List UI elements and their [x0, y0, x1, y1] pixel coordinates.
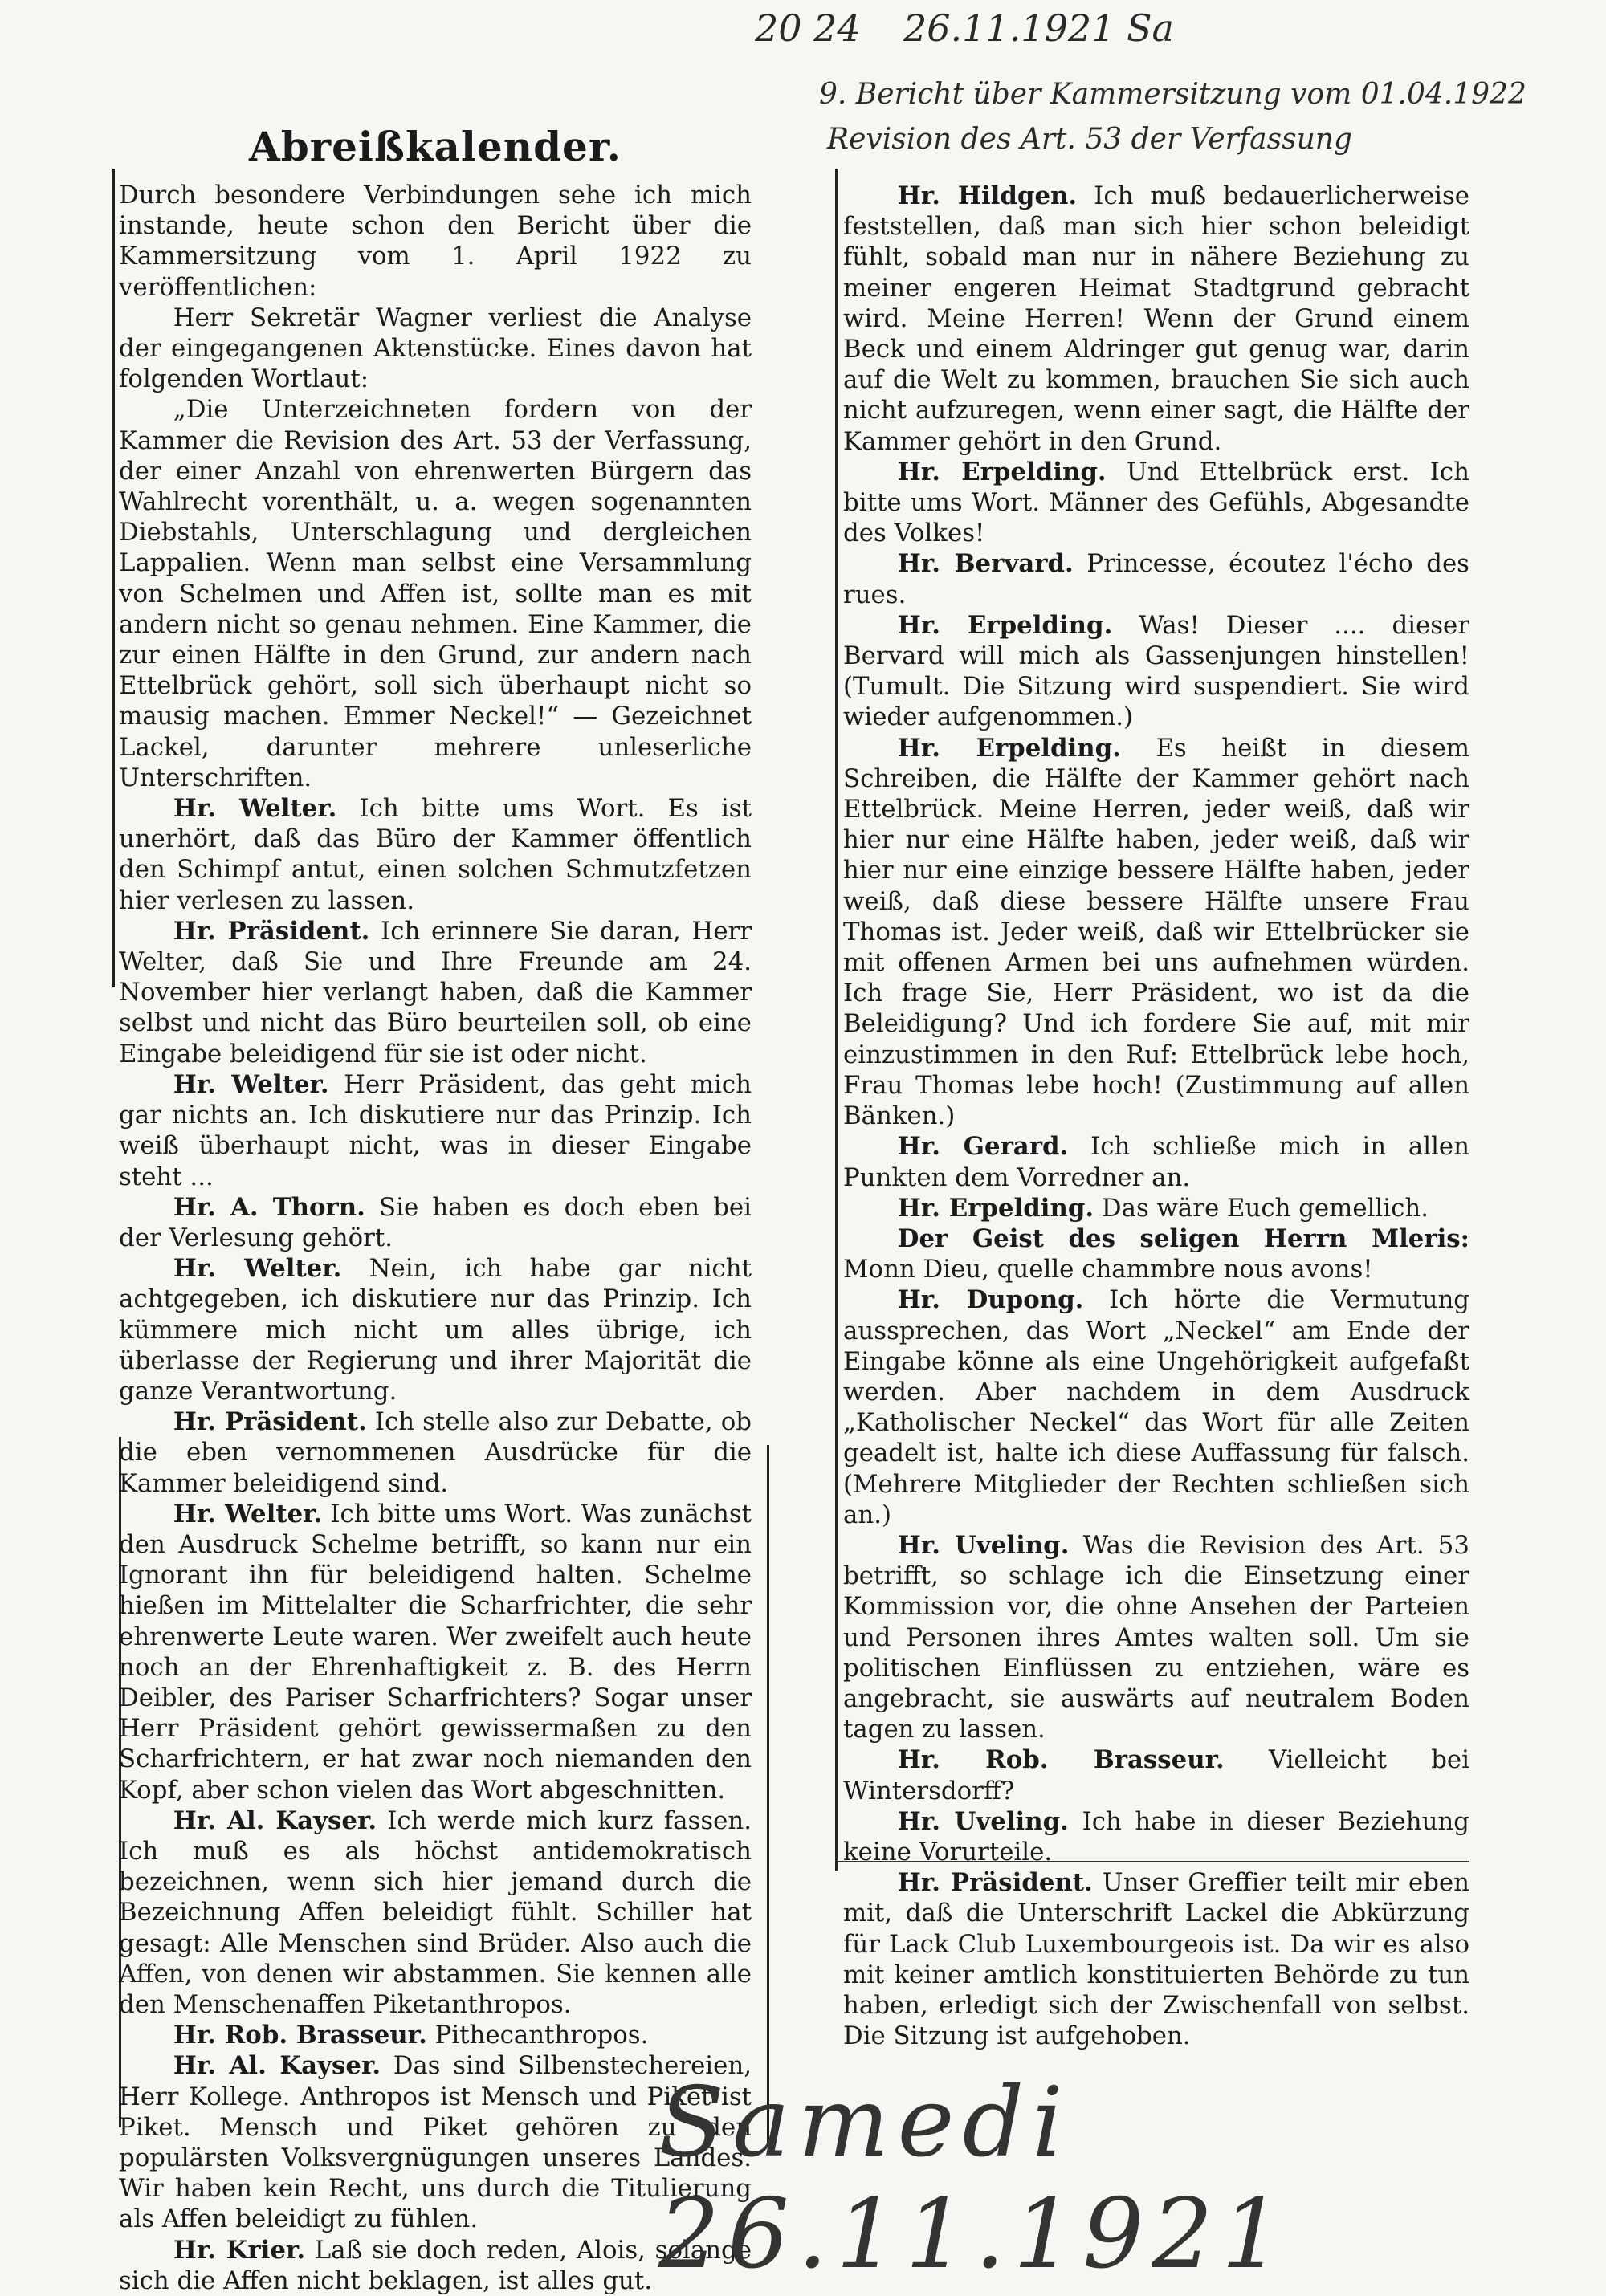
paragraph-text: Was! Dieser .... dieser Bervard will mich als Gassenjungen hinstellen! (Tumult. Die Sitzung wird suspendiert. Sie wird wieder aufgenommen.) — [843, 610, 1469, 732]
paragraph-text: Ich werde mich kurz fassen. Ich muß es als höchst antidemokratisch bezeichnen, wenn sich hier jemand durch die Bezeichnung Affen beleidigt fühlt. Schiller hat gesagt: Alle Menschen sind Brüder. Also auch die Affen, von denen wir abstammen. Sie kennen alle den Menschenaffen Piketanthropos. — [119, 1805, 752, 2019]
paragraph — [119, 1407, 752, 1499]
paragraph-text: Ich habe in dieser Beziehung keine Vorurteile. — [843, 1806, 1469, 1867]
column-rule — [767, 1445, 769, 2143]
speaker-name: Hr. Rob. Brasseur. — [897, 1745, 1225, 1775]
speaker-name: Hr. Bervard. — [897, 549, 1074, 579]
speaker-name: Hr. Krier. — [173, 2235, 306, 2265]
paragraph — [843, 181, 1469, 457]
paragraph-text: Ich erinnere Sie daran, Herr Welter, daß Sie und Ihre Freunde am 24. November hier verlangt haben, daß die Kammer selbst und nicht das Büro beurteilen soll, ob eine Eingabe beleidigend für sie ist oder nicht. — [119, 916, 752, 1069]
article-body-left — [119, 180, 752, 2296]
paragraph — [119, 1253, 752, 1407]
paragraph-text: Und Ettelbrück erst. Ich bitte ums Wort. Männer des Gefühls, Abgesandte des Volkes! — [843, 457, 1469, 548]
paragraph — [843, 1223, 1469, 1284]
paragraph-text: Das sind Silbenstechereien, Herr Kollege. Anthropos ist Mensch und Piket ist Piket. Mensch und Piket gehören zu den populärsten Volksvergnügungen unseres Landes. Wir haben kein Recht, uns durch die Titulierung als Affen beleidigt zu fühlen. — [119, 2051, 752, 2234]
speaker-name: Hr. Präsident. — [897, 1868, 1093, 1898]
speaker-name: Der Geist des seligen Herrn Mleris: — [897, 1223, 1469, 1253]
paragraph — [119, 2050, 752, 2234]
paragraph — [119, 2235, 752, 2296]
paragraph-text: Monn Dieu, quelle chammbre nous avons! — [843, 1255, 1373, 1284]
speaker-name: Hr. Gerard. — [897, 1132, 1069, 1162]
paragraph — [843, 1867, 1469, 2051]
speaker-name: Hr. Al. Kayser. — [173, 1805, 377, 1835]
speaker-name: Hr. Al. Kayser. — [173, 2051, 381, 2081]
paragraph-text: Vielleicht bei Wintersdorff? — [843, 1745, 1469, 1805]
speaker-name: Hr. Präsident. — [173, 1407, 367, 1437]
article-title: Abreißkalender. — [248, 123, 622, 170]
paragraph — [119, 793, 752, 916]
paragraph — [843, 1131, 1469, 1192]
handwritten-note-line: 9. Bericht über Kammersitzung vom 01.04.1922 — [819, 78, 1527, 111]
handwritten-date-bottom: Samedi 26.11.1921 — [658, 2067, 1291, 2290]
paragraph — [843, 1530, 1469, 1744]
paragraph-text: Ich muß bedauerlicherweise feststellen, daß man sich hier schon beleidigt fühlt, sobald man nur in nähere Beziehung zu meiner engeren Heimat Stadtgrund gebracht wird. Meine Herren! Wenn der Grund einem Beck und einem Aldringer gut genug war, darin auf die Welt zu kommen, brauchen Sie sich auch nicht aufzuregen, wenn einer sagt, die Hälfte der Kammer gehört in den Grund. — [843, 181, 1469, 456]
paragraph — [119, 303, 752, 395]
speaker-name: Hr. Erpelding. — [897, 457, 1107, 486]
paragraph — [843, 1806, 1469, 1867]
article-column-right — [843, 181, 1469, 2051]
speaker-name: Hr. Welter. — [173, 794, 337, 824]
paragraph — [119, 1499, 752, 1805]
speaker-name: Hr. A. Thorn. — [173, 1192, 365, 1222]
paragraph — [119, 180, 752, 303]
paragraph — [119, 916, 752, 1069]
paragraph-text: „Die Unterzeichneten fordern von der Kammer die Revision des Art. 53 der Verfassung, der einer Anzahl von ehrenwerten Bürgern das Wahlrecht vorenthält, u. a. wegen sogenannten Diebstahls, Unterschlagung und dergleichen Lappalien. Wenn man selbst eine Versammlung von Schelmen und Affen ist, sollte man es mit andern nicht so genau nehmen. Eine Kammer, die zur einen Hälfte in den Grund, zur andern nach Ettelbrück gehört, soll sich überhaupt nicht so mausig machen. Emmer Neckel!“ — Gezeichnet Lackel, darunter mehrere unleserliche Unterschriften. — [119, 395, 752, 792]
speaker-name: Hr. Uveling. — [897, 1530, 1070, 1560]
column-rule — [112, 169, 115, 987]
paragraph-text: Herr Präsident, das geht mich gar nichts an. Ich diskutiere nur das Prinzip. Ich weiß überhaupt nicht, was in dieser Eingabe steht ... — [119, 1069, 752, 1191]
handwritten-date-top: 26.11.1921 Sa — [903, 6, 1174, 50]
paragraph — [843, 610, 1469, 733]
paragraph-text: Durch besondere Verbindungen sehe ich mich instande, heute schon den Bericht über die Kammersitzung vom 1. April 1922 zu veröffentlichen: — [119, 181, 752, 302]
paragraph-text: Laß sie doch reden, Alois, solange sich die Affen nicht beklagen, ist alles gut. — [119, 2235, 752, 2295]
paragraph-text: Das wäre Euch gemellich. — [1101, 1193, 1429, 1223]
speaker-name: Hr. Welter. — [173, 1069, 329, 1099]
paragraph-text: Sie haben es doch eben bei der Verlesung gehört. — [119, 1192, 752, 1252]
paragraph-text: Unser Greffier teilt mir eben mit, daß die Unterschrift Lackel die Abkürzung für Lack Club Luxembourgeois ist. Da wir es also mit keiner amtlich konstituierten Behörde zu tun haben, erledigt sich der Zwischenfall von selbst. Die Sitzung ist aufgehoben. — [843, 1868, 1470, 2051]
paragraph-text: Ich stelle also zur Debatte, ob die eben vernommenen Ausdrücke für die Kammer beleidigend sind. — [119, 1407, 752, 1498]
speaker-name: Hr. Dupong. — [897, 1285, 1084, 1315]
paragraph — [843, 1193, 1469, 1223]
article-body-right — [843, 181, 1469, 2051]
paragraph — [843, 1284, 1469, 1530]
paragraph — [119, 1069, 752, 1192]
paragraph — [119, 1805, 752, 2020]
speaker-name: Hr. Erpelding. — [897, 610, 1113, 640]
paragraph — [843, 457, 1469, 549]
paragraph-text: Pithecanthropos. — [434, 2021, 649, 2050]
speaker-name: Hr. Welter. — [173, 1254, 342, 1284]
speaker-name: Hr. Welter. — [173, 1499, 323, 1529]
speaker-name: Hr. Erpelding. — [897, 733, 1121, 763]
paragraph — [119, 2020, 752, 2050]
paragraph-text: Ich schließe mich in allen Punkten dem Vorredner an. — [843, 1132, 1469, 1192]
paragraph — [119, 1192, 752, 1253]
speaker-name: Hr. Präsident. — [173, 916, 370, 946]
paragraph-text: Was die Revision des Art. 53 betrifft, so schlage ich die Einsetzung einer Kommission vor, die ohne Ansehen der Parteien und Personen ihres Amtes walten soll. Um sie politischen Einflüssen zu entziehen, wäre es angebracht, sie auswärts auf neutralem Boden tagen zu lassen. — [843, 1530, 1469, 1744]
paragraph-text: Ich bitte ums Wort. Es ist unerhört, daß das Büro der Kammer öffentlich den Schimpf antut, einen solchen Schmutzfetzen hier verlesen zu lassen. — [119, 794, 752, 915]
handwritten-note — [819, 72, 1590, 162]
paragraph — [119, 394, 752, 793]
speaker-name: Hr. Hildgen. — [897, 181, 1078, 210]
column-rule — [835, 169, 838, 1871]
handwritten-note-line: Revision des Art. 53 der Verfassung — [827, 123, 1352, 156]
paragraph-text: Es heißt in diesem Schreiben, die Hälfte der Kammer gehört nach Ettelbrück. Meine Herren, jeder weiß, daß wir hier nur eine Hälfte haben, jeder weiß, daß wir hier nur eine einzige bessere Hälfte haben, jeder weiß, daß diese bessere Hälfte unsere Frau Thomas ist. Jeder weiß, daß wir Ettelbrücker sie mit offenen Armen bei uns aufnehmen würden. Ich frage Sie, Herr Präsident, wo ist da die Beleidigung? Und ich fordere Sie auf, mit mir einzustimmen in den Ruf: Ettelbrück lebe hoch, Frau Thomas lebe hoch! (Zustimmung auf allen Bänken.) — [843, 733, 1469, 1131]
speaker-name: Hr. Rob. Brasseur. — [173, 2021, 427, 2050]
paragraph-text: Herr Sekretär Wagner verliest die Analyse der eingegangenen Aktenstücke. Eines davon hat folgenden Wortlaut: — [119, 303, 752, 394]
paragraph — [843, 548, 1469, 609]
speaker-name: Hr. Uveling. — [897, 1806, 1069, 1836]
paragraph — [843, 733, 1469, 1132]
handwritten-archive-number: 20 24 — [755, 6, 861, 50]
speaker-name: Hr. Erpelding. — [897, 1193, 1094, 1223]
paragraph-text: Nein, ich habe gar nicht achtgegeben, ich diskutiere nur das Prinzip. Ich kümmere mich nicht um alles übrige, ich überlasse der Regierung und ihrer Majorität die ganze Verantwortung. — [119, 1254, 752, 1406]
paragraph — [843, 1744, 1469, 1805]
paragraph-text: Ich bitte ums Wort. Was zunächst den Ausdruck Schelme betrifft, so kann nur ein Ignorant ihn für beleidigend halten. Schelme hießen im Mittelalter die Scharfrichter, die sehr ehrenwerte Leute waren. Wer zweifelt auch heute noch an der Ehrenhaftigkeit z. B. des Herrn Deibler, des Pariser Scharfrichters? Sogar unser Herr Präsident gehört gewissermaßen zu den Scharfrichtern, er hat zwar noch niemanden den Kopf, aber schon vielen das Wort abgeschnitten. — [119, 1499, 752, 1805]
paragraph-text: Ich hörte die Vermutung aussprechen, das Wort „Neckel“ am Ende der Eingabe könne als eine Ungehörigkeit aufgefaßt werden. Aber nachdem in dem Ausdruck „Katholischer Neckel“ das Wort für alle Zeiten geadelt ist, halte ich diese Auffassung für falsch. (Mehrere Mitglieder der Rechten schließen sich an.) — [843, 1285, 1470, 1529]
article-column-left — [119, 120, 752, 2296]
paragraph-text: Princesse, écoutez l'écho des rues. — [843, 549, 1469, 609]
